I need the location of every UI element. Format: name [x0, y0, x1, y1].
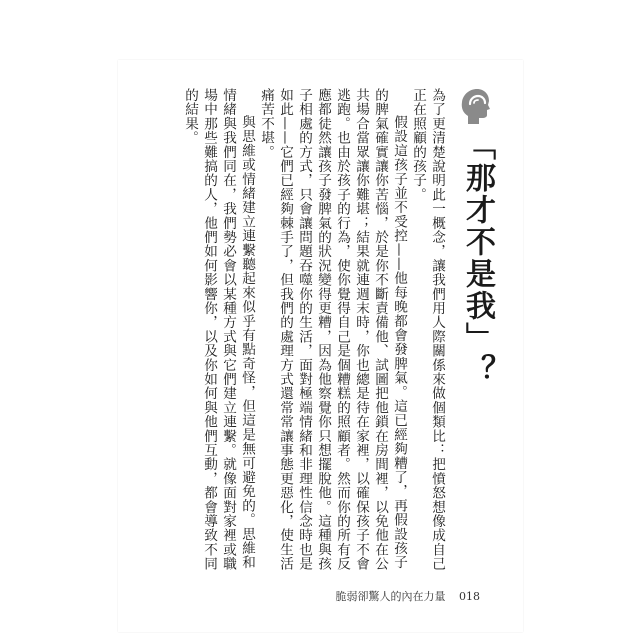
- book-title: 脆弱卻驚人的內在力量: [335, 590, 446, 603]
- paragraph: 與思維或情緒建立連繫聽起來似乎有點奇怪，但這是無可避免的。思維和情緒與我們同在，我們勢必會以某種方式與它們建立連繫。就像面對家裡或職場中那些難搞的人，他們如何影響你，以及你如何與他們互動，都會導致不同的結果。: [182, 88, 255, 571]
- head-profile-icon: [460, 88, 490, 126]
- book-page: [118, 60, 523, 632]
- page-footer: [118, 588, 480, 604]
- paragraph: 假設這孩子並不受控——他每晚都會發脾氣。這已經夠糟了，再假設孩子的脾氣確實讓你苦惱，於是你不斷責備他、試圖把他鎖在房間裡，以免他在公共場合當眾讓你難堪；結果就連週末時，你也總是待在家裡，以確保孩子不會逃跑。也由於孩子的行為，使你覺得自己是個糟糕的照顧者。然而你的所有反應都徒然讓孩子發脾氣的狀況變得更糟，因為他察覺你只想擺脫他。這種與孩子相處的方式，只會讓問題吞噬你的生活，面對極端情緒和非理性信念時也是如此——它們已經夠棘手了，但我們的處理方式還常常讓事態更惡化，使生活痛苦不堪。: [258, 88, 407, 571]
- body-text: [150, 88, 446, 574]
- section-heading: 「那才不是我」？: [460, 130, 495, 386]
- page-number: 018: [459, 590, 480, 603]
- paragraph: 為了更清楚說明此一概念，讓我們用人際關係來做個類比：把憤怒想像成自己正在照顧的孩子。: [410, 88, 445, 571]
